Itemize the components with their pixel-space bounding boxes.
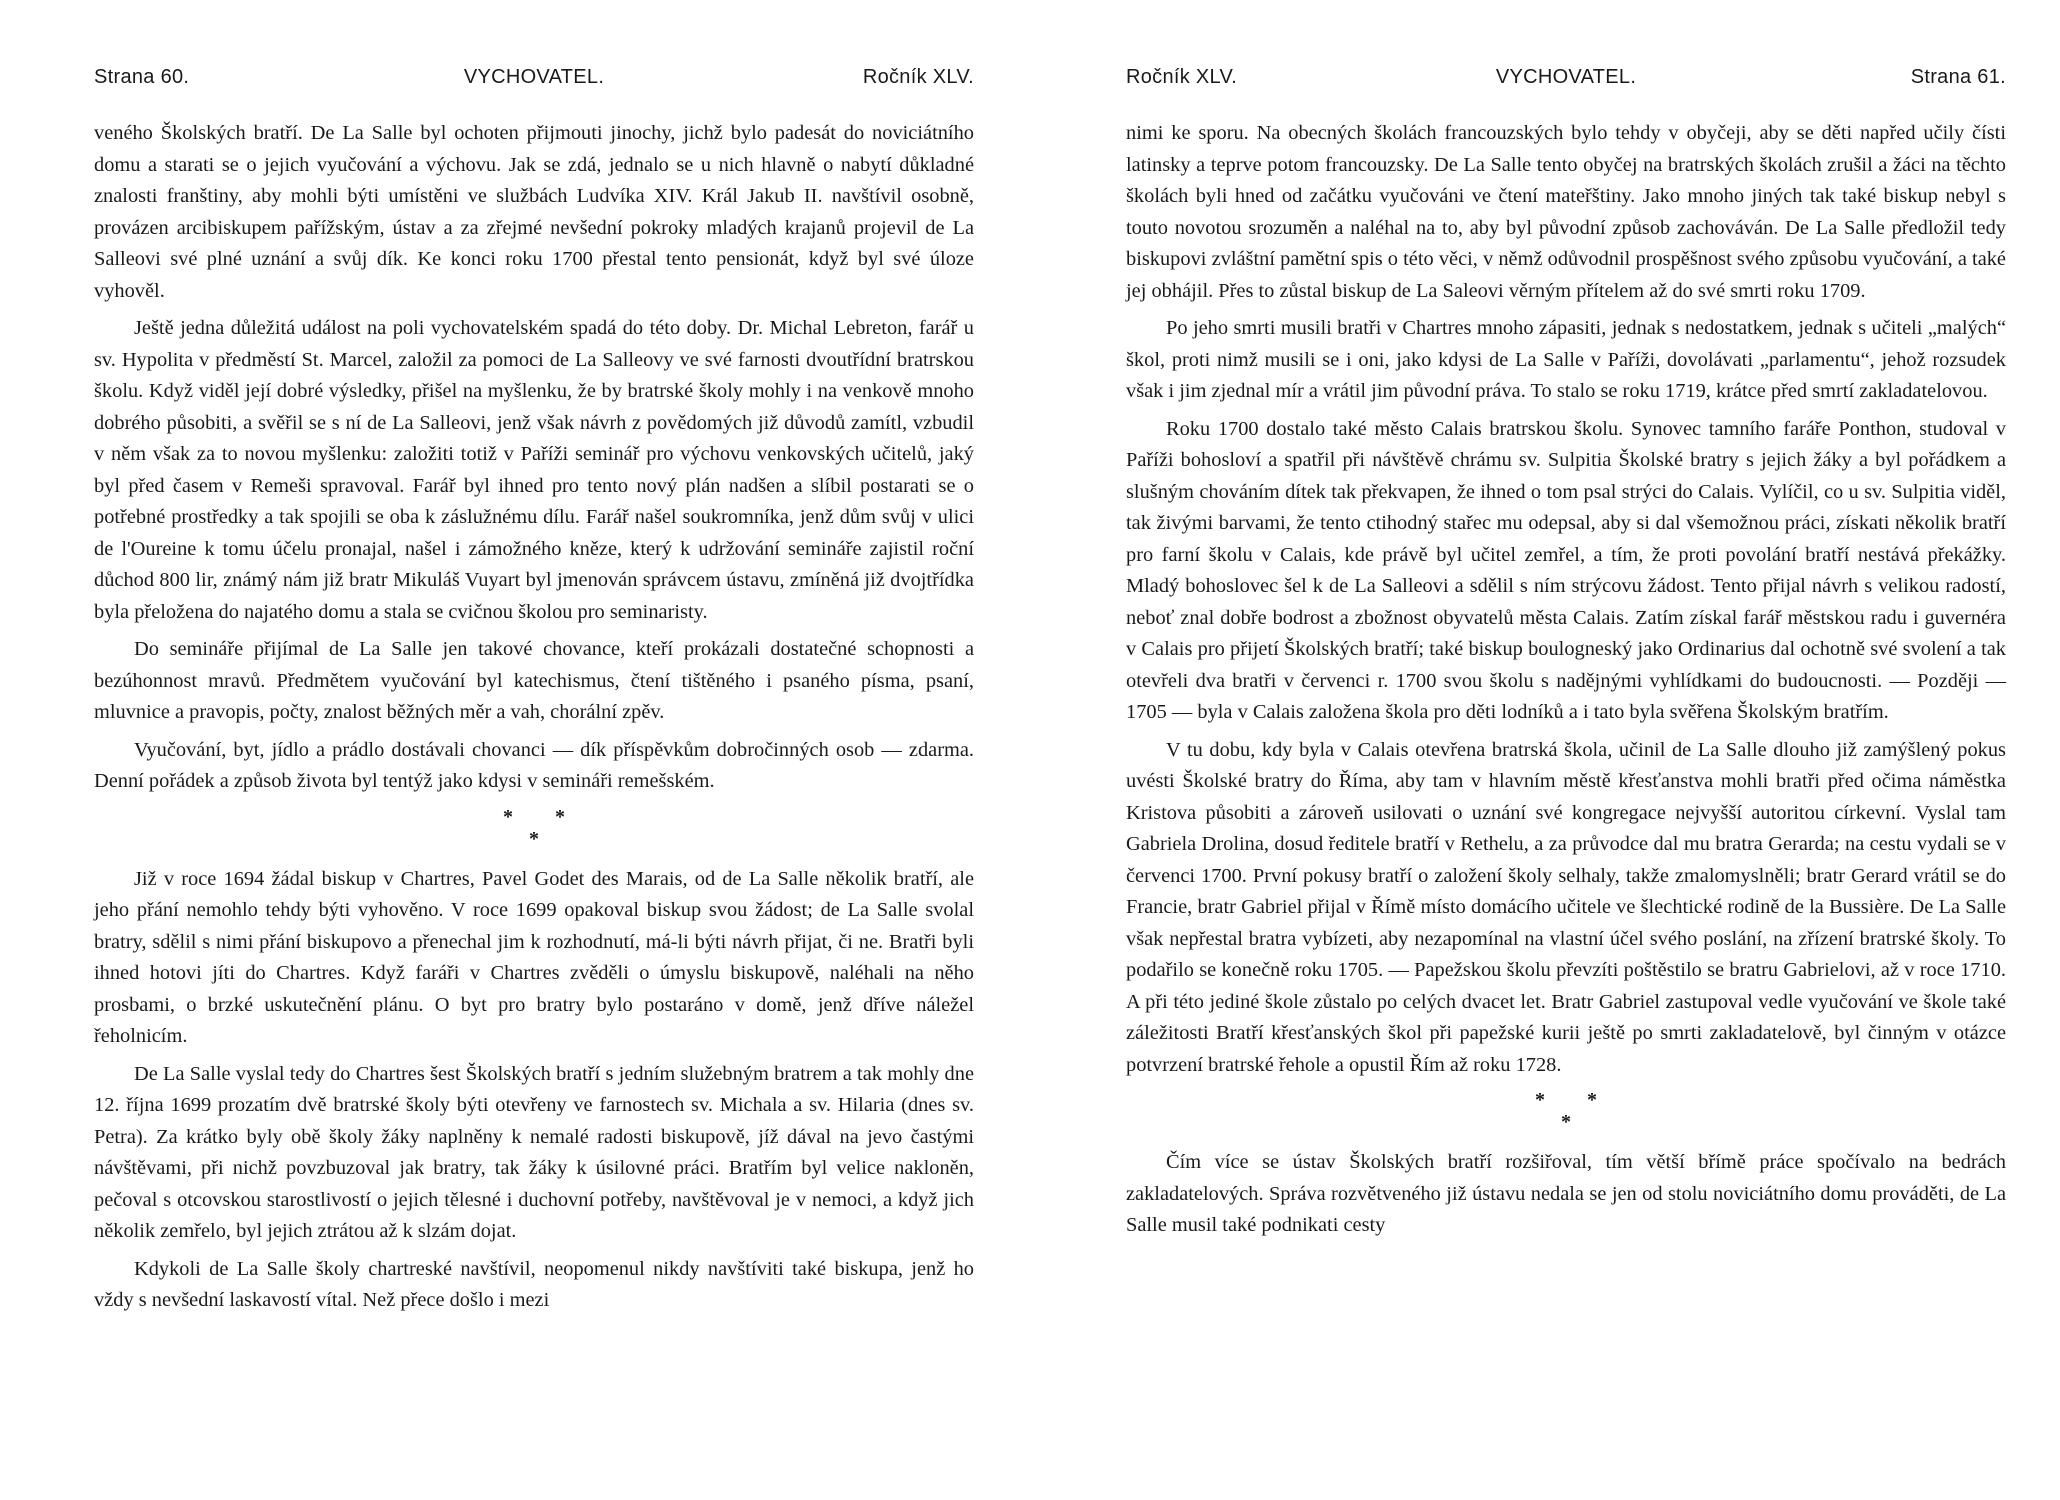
paragraph: Již v roce 1694 žádal biskup v Chartres, Pavel Godet des Marais, od de La Salle několik bratří, ale jeho přání nemohlo tehdy býti vyhověno. V roce 1699 opakoval biskup svou žádost; de La Salle svolal bratry, sdělil s nimi přání biskupovo a přenechal jim k rozhodnutí, má-li býti návrh přijat, či ne. Bratři byli ihned hotovi jíti do Chartres. Když faráři v Chartres zvěděli o úmyslu biskupově, naléhali na něho prosbami, o brzké uskutečnění plánu. O byt pro bratry bylo postaráno v domě, jenž dříve náležel řeholnicím. (94, 867, 974, 1047)
right-page-header (1126, 66, 2006, 96)
section-divider: ** * (503, 805, 607, 850)
paragraph: Čím více se ústav Školských bratří rozšiřoval, tím větší břímě práce spočívalo na bedrách zakladatelových. Správa rozvětveného již ústavu nedala se jen od stolu noviciátního domu prováděti, de La Salle musil také podnikati cesty (1126, 1151, 2006, 1236)
paragraph: Vyučování, byt, jídlo a prádlo dostávali chovanci — dík příspěvkům dobročinných osob — zdarma. Denní pořádek a způsob života byl tentýž jako kdysi v semináři remešském. (94, 738, 974, 792)
paragraph: Ještě jedna důležitá událost na poli vychovatelském spadá do této doby. Dr. Michal Lebreton, farář u sv. Hypolita v předměstí St. Marcel, založil za pomoci de La Salleovy ve své farnosti dvoutřídní bratrskou školu. Když viděl její dobré výsledky, přišel na myšlenku, že by bratrské školy mohly i na venkově mnoho dobrého působiti, a svěřil se s ní de La Salleovi, jenž však návrh z povědomých již důvodů zamítl, vzbudil v něm však za to novou myšlenku: založiti totiž v Paříži seminář pro výchovu venkovských učitelů, jaký byl před časem v Remeši spravoval. Farář byl ihned pro tento nový plán nadšen a slíbil postarati se o potřebné prostředky a tak spojili se oba k záslužnému dílu. Farář našel soukromníka, jenž dům svůj v ulici de l'Oureine k tomu účelu pronajal, našel i zámožného kněze, který k udržování semináře zajistil roční důchod 800 lir, známý nám již bratr Mikuláš Vuyart byl jmenován správcem ústavu, zmíněná již dvojtřídka byla přeložena do najatého domu a stala se cvičnou školou pro seminaristy. (94, 317, 974, 623)
left-page (94, 0, 974, 1500)
journal-title: VYCHOVATEL. (463, 66, 605, 88)
page-number: Strana 60. (94, 66, 190, 88)
paragraph: Po jeho smrti musili bratři v Chartres mnoho zápasiti, jednak s nedostatkem, jednak s učiteli „malých“ škol, proti nimž musili se i oni, jako kdysi de La Salle v Paříži, dovolávati „parlamentu“, jehož rozsudek však i jim zjednal mír a vrátil jim původní práva. To stalo se roku 1719, krátce před smrtí zakladatelovou. (1126, 317, 2006, 402)
journal-title: VYCHOVATEL. (1495, 66, 1637, 88)
right-page-body (1126, 118, 2006, 1248)
volume-label: Ročník XLV. (862, 66, 974, 88)
volume-label: Ročník XLV. (1126, 66, 1238, 88)
paragraph: Roku 1700 dostalo také město Calais bratrskou školu. Synovec tamního faráře Ponthon, studoval v Paříži bohosloví a spatřil při návštěvě chrámu sv. Sulpitia Školské bratry s jejich žáky a byl pořádkem a slušným chováním dítek tak překvapen, že ihned o tom psal strýci do Calais. Vylíčil, co u sv. Sulpitia viděl, tak živými barvami, že tento ctihodný stařec mu odepsal, aby si dal všemožnou práci, získati několik bratří pro farní školu v Calais, kde právě byl učitel zemřel, a tím, že proti povolání bratří nestává překážky. Mladý bohoslovec šel k de La Salleovi a sdělil s ním strýcovu žádost. Tento přijal návrh s velikou radostí, neboť znal dobře bodrost a zbožnost obyvatelů města Calais. Zatím získal farář městskou radu i guvernéra v Calais pro přijetí Školských bratří; také biskup boulogneský jako Ordinarius dal ochotně své svolení a tak otevřeli dva bratři v červenci r. 1700 svou školu s nadějnými vyhlídkami do budoucnosti. — Později — 1705 — byla v Calais založena škola pro děti lodníků a i tato byla svěřena Školským bratřím. (1126, 417, 2006, 723)
page-number: Strana 61. (1910, 66, 2006, 88)
section-divider: ** * (1535, 1089, 1639, 1133)
paragraph: De La Salle vyslal tedy do Chartres šest Školských bratří s jedním služebným bratrem a tak mohly dne 12. října 1699 prozatím dvě bratrské školy býti otevřeny ve farnostech sv. Michala a sv. Hilaria (dnes sv. Petra). Za krátko byly obě školy žáky naplněny k nemalé radosti biskupově, jíž dával na jevo častými návštěvami, při nichž povzbuzoval jak bratry, tak žáky k úsilovné práci. Bratřím byl velice nakloněn, pečoval s otcovskou starostlivostí o jejich tělesné i duchovní potřeby, navštěvoval je v nemoci, a když jich několik zemřelo, byl jejich ztrátou až k slzám dojat. (94, 1062, 974, 1242)
paragraph: nimi ke sporu. Na obecných školách francouzských bylo tehdy v obyčeji, aby se děti napřed učily čísti latinsky a teprve potom francouzsky. De La Salle tento obyčej na bratrských školách zrušil a žáci na těchto školách byli hned od začátku vyučováni ve čtení mateřštiny. Jako mnoho jiných tak také biskup nebyl s touto novotou srozuměn a naléhal na to, aby byl původní způsob zachováván. De La Salle předložil tedy biskupovi zvláštní pamětní spis o této věci, v němž odůvodnil prospěšnost svého způsobu vyučování, a také jej obhájil. Přes to zůstal biskup de La Saleovi věrným přítelem až do své smrti roku 1709. (1126, 122, 2006, 302)
paragraph: Do semináře přijímal de La Salle jen takové chovance, kteří prokázali dostatečné schopnosti a bezúhonnost mravů. Předmětem vyučování byl katechismus, čtení tištěného i psaného písma, psaní, mluvnice a pravopis, počty, znalost běžných měr a vah, chorální zpěv. (94, 638, 974, 723)
paragraph: V tu dobu, kdy byla v Calais otevřena bratrská škola, učinil de La Salle dlouho již zamýšlený pokus uvésti Školské bratry do Říma, aby tam v hlavním městě křesťanstva mohli bratři před očima náměstka Kristova působiti a zároveň usilovati o uznání své kongregace nejvyšší autoritou církevní. Vyslal tam Gabriela Drolina, dosud ředitele bratří v Rethelu, a za průvodce dal mu bratra Gerarda; na cestu vydali se v červenci 1700. První pokusy bratří o založení školy selhaly, takže zmalomyslněli; bratr Gerard vrátil se do Francie, bratr Gabriel přijal v Římě místo domácího učitele ve šlechtické rodině de la Bussière. De La Salle však nepřestal bratra vybízeti, aby nezapomínal na vlastní účel svého poslání, na zřízení bratrské školy. To podařilo se konečně roku 1705. — Papežskou školu převzíti poštěstilo se bratru Gabrielovi, až v roce 1710. A při této jediné škole zůstalo po celých dvacet let. Bratr Gabriel zastupoval vedle vyučování ve škole také záležitosti Bratří křesťanských škol při papežské kurii ještě po smrti zakladatelově, byl činným v otázce potvrzení bratrské řehole a opustil Řím až roku 1728. (1126, 738, 2006, 1076)
left-page-header (94, 66, 974, 96)
left-page-body (94, 118, 974, 1323)
paragraph: veného Školských bratří. De La Salle byl ochoten přijmouti jinochy, jichž bylo padesát do noviciátního domu a starati se o jejich vyučování a výchovu. Jak se zdá, jednalo se u nich hlavně o nabytí důkladné znalosti franštiny, aby mohli býti umístěni ve službách Ludvíka XIV. Král Jakub II. navštívil osobně, provázen arcibiskupem pařížským, ústav a za zřejmé nevšední pokroky mladých krajanů projevil de La Salleovi své plné uznání a svůj dík. Ke konci roku 1700 přestal tento pensionát, když byl své úloze vyhověl. (94, 122, 974, 302)
paragraph: Kdykoli de La Salle školy chartreské navštívil, neopomenul nikdy navštíviti také biskupa, jenž ho vždy s nevšední laskavostí vítal. Než přece došlo i mezi (94, 1257, 974, 1311)
right-page (1126, 0, 2006, 1500)
